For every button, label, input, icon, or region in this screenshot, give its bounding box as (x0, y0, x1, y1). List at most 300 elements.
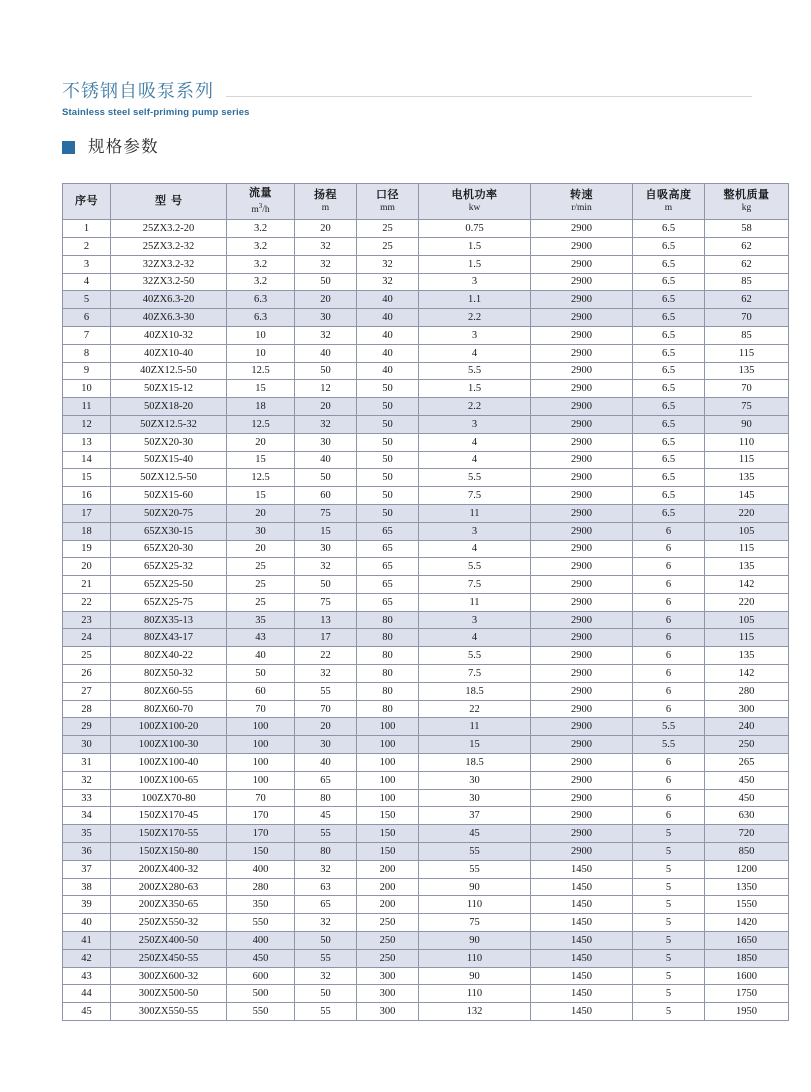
cell-speed: 2900 (531, 718, 633, 736)
cell-model: 80ZX43-17 (111, 629, 227, 647)
cell-no: 21 (63, 576, 111, 594)
column-header-unit: kw (468, 203, 481, 214)
cell-mass: 115 (705, 629, 789, 647)
cell-mass: 300 (705, 700, 789, 718)
cell-flow: 10 (227, 326, 295, 344)
cell-head: 32 (295, 326, 357, 344)
cell-model: 100ZX100-30 (111, 736, 227, 754)
cell-no: 12 (63, 415, 111, 433)
cell-no: 37 (63, 860, 111, 878)
cell-no: 16 (63, 487, 111, 505)
cell-suction: 6.5 (633, 487, 705, 505)
cell-no: 36 (63, 843, 111, 861)
cell-no: 33 (63, 789, 111, 807)
cell-head: 40 (295, 754, 357, 772)
cell-head: 13 (295, 611, 357, 629)
cell-flow: 30 (227, 522, 295, 540)
cell-bore: 65 (357, 540, 419, 558)
cell-no: 9 (63, 362, 111, 380)
cell-suction: 6.5 (633, 344, 705, 362)
cell-model: 250ZX450-55 (111, 949, 227, 967)
cell-head: 40 (295, 344, 357, 362)
table-row (63, 985, 789, 1003)
cell-suction: 6 (633, 540, 705, 558)
cell-mass: 1850 (705, 949, 789, 967)
cell-head: 50 (295, 576, 357, 594)
cell-no: 14 (63, 451, 111, 469)
cell-suction: 6 (633, 807, 705, 825)
cell-bore: 100 (357, 789, 419, 807)
cell-bore: 50 (357, 398, 419, 416)
cell-no: 35 (63, 825, 111, 843)
cell-head: 55 (295, 825, 357, 843)
column-header-unit: m (664, 203, 673, 214)
table-row (63, 291, 789, 309)
cell-mass: 135 (705, 558, 789, 576)
cell-mass: 1350 (705, 878, 789, 896)
cell-speed: 2900 (531, 771, 633, 789)
column-header-0 (63, 184, 111, 220)
column-header-unit: $m^3/h$ (251, 202, 270, 216)
cell-bore: 50 (357, 451, 419, 469)
cell-speed: 2900 (531, 682, 633, 700)
cell-model: 25ZX3.2-32 (111, 237, 227, 255)
cell-bore: 100 (357, 718, 419, 736)
cell-no: 39 (63, 896, 111, 914)
cell-head: 40 (295, 451, 357, 469)
cell-suction: 5 (633, 896, 705, 914)
column-header-label: 型号 (155, 195, 187, 208)
cell-suction: 6.5 (633, 469, 705, 487)
cell-flow: 25 (227, 558, 295, 576)
cell-bore: 32 (357, 273, 419, 291)
cell-suction: 6.5 (633, 380, 705, 398)
cell-flow: 100 (227, 771, 295, 789)
cell-mass: 115 (705, 451, 789, 469)
cell-flow: 280 (227, 878, 295, 896)
cell-speed: 2900 (531, 255, 633, 273)
cell-no: 3 (63, 255, 111, 273)
table-row (63, 522, 789, 540)
cell-bore: 80 (357, 629, 419, 647)
column-header-label: 电机功率 (451, 189, 498, 202)
cell-speed: 2900 (531, 629, 633, 647)
cell-power: 4 (419, 433, 531, 451)
table-header-row (63, 184, 789, 220)
cell-flow: 25 (227, 576, 295, 594)
cell-model: 200ZX350-65 (111, 896, 227, 914)
table-row (63, 629, 789, 647)
table-row (63, 718, 789, 736)
cell-head: 32 (295, 914, 357, 932)
cell-power: 3 (419, 415, 531, 433)
cell-mass: 450 (705, 771, 789, 789)
cell-bore: 300 (357, 985, 419, 1003)
cell-mass: 62 (705, 237, 789, 255)
cell-speed: 2900 (531, 522, 633, 540)
cell-speed: 2900 (531, 344, 633, 362)
cell-no: 41 (63, 932, 111, 950)
cell-model: 200ZX400-32 (111, 860, 227, 878)
cell-suction: 5 (633, 860, 705, 878)
cell-no: 19 (63, 540, 111, 558)
cell-mass: 135 (705, 647, 789, 665)
cell-flow: 170 (227, 825, 295, 843)
cell-power: 7.5 (419, 665, 531, 683)
cell-power: 2.2 (419, 309, 531, 327)
cell-power: 110 (419, 985, 531, 1003)
cell-no: 1 (63, 220, 111, 238)
column-header-2 (227, 184, 295, 220)
cell-suction: 6 (633, 522, 705, 540)
cell-head: 30 (295, 736, 357, 754)
column-header-label: 扬程 (314, 189, 337, 202)
title-divider (226, 96, 752, 97)
column-header-label: 口径 (376, 189, 399, 202)
cell-no: 40 (63, 914, 111, 932)
cell-power: 90 (419, 967, 531, 985)
cell-head: 17 (295, 629, 357, 647)
cell-power: 5.5 (419, 469, 531, 487)
table-row (63, 487, 789, 505)
cell-flow: 100 (227, 718, 295, 736)
cell-no: 44 (63, 985, 111, 1003)
column-header-label: 自吸高度 (645, 189, 692, 202)
cell-suction: 6 (633, 576, 705, 594)
cell-speed: 2900 (531, 362, 633, 380)
cell-suction: 6.5 (633, 415, 705, 433)
cell-suction: 6.5 (633, 220, 705, 238)
column-header-label: 序号 (75, 195, 98, 208)
table-row (63, 878, 789, 896)
cell-suction: 6 (633, 558, 705, 576)
cell-no: 13 (63, 433, 111, 451)
cell-no: 25 (63, 647, 111, 665)
cell-head: 55 (295, 1003, 357, 1021)
cell-flow: 170 (227, 807, 295, 825)
cell-head: 20 (295, 291, 357, 309)
cell-head: 20 (295, 398, 357, 416)
cell-model: 50ZX15-60 (111, 487, 227, 505)
square-bullet-icon (62, 141, 75, 154)
table-row (63, 949, 789, 967)
cell-bore: 32 (357, 255, 419, 273)
cell-speed: 1450 (531, 914, 633, 932)
table-row (63, 504, 789, 522)
cell-no: 6 (63, 309, 111, 327)
cell-speed: 2900 (531, 291, 633, 309)
cell-flow: 12.5 (227, 469, 295, 487)
cell-head: 12 (295, 380, 357, 398)
cell-mass: 1650 (705, 932, 789, 950)
cell-bore: 25 (357, 237, 419, 255)
cell-mass: 1420 (705, 914, 789, 932)
cell-suction: 6.5 (633, 273, 705, 291)
table-row (63, 237, 789, 255)
cell-mass: 450 (705, 789, 789, 807)
cell-mass: 105 (705, 611, 789, 629)
cell-mass: 720 (705, 825, 789, 843)
cell-speed: 1450 (531, 949, 633, 967)
cell-speed: 2900 (531, 237, 633, 255)
cell-power: 55 (419, 860, 531, 878)
cell-power: 4 (419, 451, 531, 469)
cell-flow: 43 (227, 629, 295, 647)
cell-suction: 6 (633, 629, 705, 647)
cell-no: 2 (63, 237, 111, 255)
cell-no: 32 (63, 771, 111, 789)
cell-flow: 15 (227, 451, 295, 469)
cell-flow: 18 (227, 398, 295, 416)
cell-suction: 6.5 (633, 398, 705, 416)
cell-head: 22 (295, 647, 357, 665)
cell-suction: 6 (633, 593, 705, 611)
table-row (63, 914, 789, 932)
cell-mass: 1550 (705, 896, 789, 914)
cell-bore: 150 (357, 843, 419, 861)
cell-suction: 6.5 (633, 237, 705, 255)
column-header-unit: kg (741, 203, 752, 214)
cell-flow: 500 (227, 985, 295, 1003)
cell-power: 110 (419, 949, 531, 967)
cell-model: 100ZX100-20 (111, 718, 227, 736)
cell-no: 23 (63, 611, 111, 629)
table-row (63, 540, 789, 558)
cell-flow: 350 (227, 896, 295, 914)
cell-model: 40ZX10-32 (111, 326, 227, 344)
table-row (63, 398, 789, 416)
column-header-5 (419, 184, 531, 220)
cell-bore: 100 (357, 771, 419, 789)
cell-no: 29 (63, 718, 111, 736)
cell-flow: 550 (227, 1003, 295, 1021)
cell-flow: 150 (227, 843, 295, 861)
cell-no: 18 (63, 522, 111, 540)
cell-speed: 2900 (531, 487, 633, 505)
page-title-en: Stainless steel self-priming pump series (62, 107, 250, 118)
cell-head: 80 (295, 843, 357, 861)
cell-speed: 2900 (531, 540, 633, 558)
cell-model: 65ZX25-32 (111, 558, 227, 576)
cell-bore: 40 (357, 344, 419, 362)
cell-suction: 5 (633, 914, 705, 932)
cell-model: 65ZX25-75 (111, 593, 227, 611)
cell-head: 70 (295, 700, 357, 718)
cell-flow: 6.3 (227, 291, 295, 309)
cell-model: 50ZX12.5-50 (111, 469, 227, 487)
cell-bore: 250 (357, 949, 419, 967)
cell-suction: 5 (633, 878, 705, 896)
cell-suction: 5 (633, 967, 705, 985)
page-title-cn: 不锈钢自吸泵系列 (62, 81, 214, 101)
page-header (62, 76, 752, 118)
cell-model: 80ZX40-22 (111, 647, 227, 665)
cell-suction: 6 (633, 682, 705, 700)
table-row (63, 700, 789, 718)
cell-suction: 6.5 (633, 326, 705, 344)
cell-model: 32ZX3.2-50 (111, 273, 227, 291)
column-header-label: 流量 (249, 187, 272, 199)
cell-suction: 6.5 (633, 309, 705, 327)
cell-model: 100ZX100-40 (111, 754, 227, 772)
cell-power: 3 (419, 522, 531, 540)
table-row (63, 558, 789, 576)
cell-speed: 1450 (531, 896, 633, 914)
cell-head: 80 (295, 789, 357, 807)
cell-suction: 6.5 (633, 433, 705, 451)
cell-model: 50ZX12.5-32 (111, 415, 227, 433)
cell-head: 32 (295, 860, 357, 878)
cell-model: 80ZX50-32 (111, 665, 227, 683)
cell-suction: 5 (633, 1003, 705, 1021)
cell-power: 55 (419, 843, 531, 861)
table-row (63, 789, 789, 807)
cell-no: 20 (63, 558, 111, 576)
cell-speed: 1450 (531, 932, 633, 950)
table-row (63, 647, 789, 665)
section-heading-label: 规格参数 (88, 138, 159, 156)
cell-head: 45 (295, 807, 357, 825)
cell-power: 2.2 (419, 398, 531, 416)
table-row (63, 255, 789, 273)
cell-mass: 1950 (705, 1003, 789, 1021)
table-row (63, 754, 789, 772)
table-row (63, 736, 789, 754)
cell-power: 3 (419, 611, 531, 629)
table-row (63, 344, 789, 362)
cell-power: 45 (419, 825, 531, 843)
table-header (63, 184, 789, 220)
cell-power: 4 (419, 629, 531, 647)
cell-mass: 58 (705, 220, 789, 238)
cell-speed: 1450 (531, 860, 633, 878)
cell-bore: 300 (357, 1003, 419, 1021)
table-row (63, 309, 789, 327)
cell-speed: 2900 (531, 647, 633, 665)
cell-model: 150ZX150-80 (111, 843, 227, 861)
cell-flow: 100 (227, 754, 295, 772)
cell-mass: 85 (705, 326, 789, 344)
cell-speed: 2900 (531, 326, 633, 344)
table-row (63, 415, 789, 433)
cell-power: 4 (419, 540, 531, 558)
cell-bore: 40 (357, 309, 419, 327)
cell-mass: 115 (705, 344, 789, 362)
cell-flow: 70 (227, 789, 295, 807)
cell-speed: 2900 (531, 593, 633, 611)
table-row (63, 967, 789, 985)
cell-head: 32 (295, 255, 357, 273)
cell-mass: 105 (705, 522, 789, 540)
cell-no: 24 (63, 629, 111, 647)
table-row (63, 433, 789, 451)
cell-no: 4 (63, 273, 111, 291)
cell-power: 132 (419, 1003, 531, 1021)
cell-head: 20 (295, 718, 357, 736)
table-row (63, 665, 789, 683)
cell-mass: 220 (705, 593, 789, 611)
cell-mass: 85 (705, 273, 789, 291)
spec-table-container (62, 183, 770, 1021)
cell-mass: 1600 (705, 967, 789, 985)
cell-bore: 150 (357, 825, 419, 843)
cell-suction: 6 (633, 611, 705, 629)
cell-speed: 2900 (531, 843, 633, 861)
cell-bore: 100 (357, 736, 419, 754)
cell-speed: 2900 (531, 504, 633, 522)
cell-power: 7.5 (419, 487, 531, 505)
cell-bore: 50 (357, 380, 419, 398)
cell-model: 80ZX35-13 (111, 611, 227, 629)
cell-power: 7.5 (419, 576, 531, 594)
column-header-unit: r/min (571, 203, 592, 214)
cell-suction: 6 (633, 665, 705, 683)
column-header-6 (531, 184, 633, 220)
cell-bore: 65 (357, 576, 419, 594)
cell-head: 32 (295, 967, 357, 985)
cell-power: 30 (419, 789, 531, 807)
cell-no: 7 (63, 326, 111, 344)
cell-head: 50 (295, 985, 357, 1003)
cell-mass: 220 (705, 504, 789, 522)
cell-bore: 50 (357, 504, 419, 522)
cell-suction: 6 (633, 754, 705, 772)
cell-bore: 65 (357, 522, 419, 540)
cell-flow: 15 (227, 487, 295, 505)
cell-mass: 1750 (705, 985, 789, 1003)
cell-model: 150ZX170-45 (111, 807, 227, 825)
cell-speed: 2900 (531, 469, 633, 487)
cell-speed: 2900 (531, 665, 633, 683)
cell-speed: 2900 (531, 415, 633, 433)
column-header-4 (357, 184, 419, 220)
cell-head: 50 (295, 362, 357, 380)
table-row (63, 611, 789, 629)
cell-model: 250ZX400-50 (111, 932, 227, 950)
cell-speed: 2900 (531, 398, 633, 416)
table-row (63, 273, 789, 291)
cell-head: 20 (295, 220, 357, 238)
cell-flow: 3.2 (227, 237, 295, 255)
cell-flow: 50 (227, 665, 295, 683)
cell-model: 50ZX15-40 (111, 451, 227, 469)
cell-bore: 40 (357, 326, 419, 344)
cell-flow: 3.2 (227, 255, 295, 273)
cell-suction: 5 (633, 932, 705, 950)
cell-mass: 70 (705, 309, 789, 327)
cell-head: 55 (295, 949, 357, 967)
cell-suction: 5 (633, 949, 705, 967)
column-header-1 (111, 184, 227, 220)
cell-mass: 75 (705, 398, 789, 416)
cell-no: 26 (63, 665, 111, 683)
cell-speed: 2900 (531, 825, 633, 843)
cell-flow: 40 (227, 647, 295, 665)
cell-bore: 80 (357, 682, 419, 700)
cell-model: 300ZX600-32 (111, 967, 227, 985)
column-header-8 (705, 184, 789, 220)
cell-mass: 62 (705, 291, 789, 309)
cell-power: 15 (419, 736, 531, 754)
cell-head: 32 (295, 237, 357, 255)
cell-speed: 2900 (531, 273, 633, 291)
cell-power: 3 (419, 273, 531, 291)
cell-mass: 850 (705, 843, 789, 861)
cell-flow: 35 (227, 611, 295, 629)
cell-flow: 20 (227, 433, 295, 451)
table-row (63, 380, 789, 398)
cell-bore: 200 (357, 878, 419, 896)
